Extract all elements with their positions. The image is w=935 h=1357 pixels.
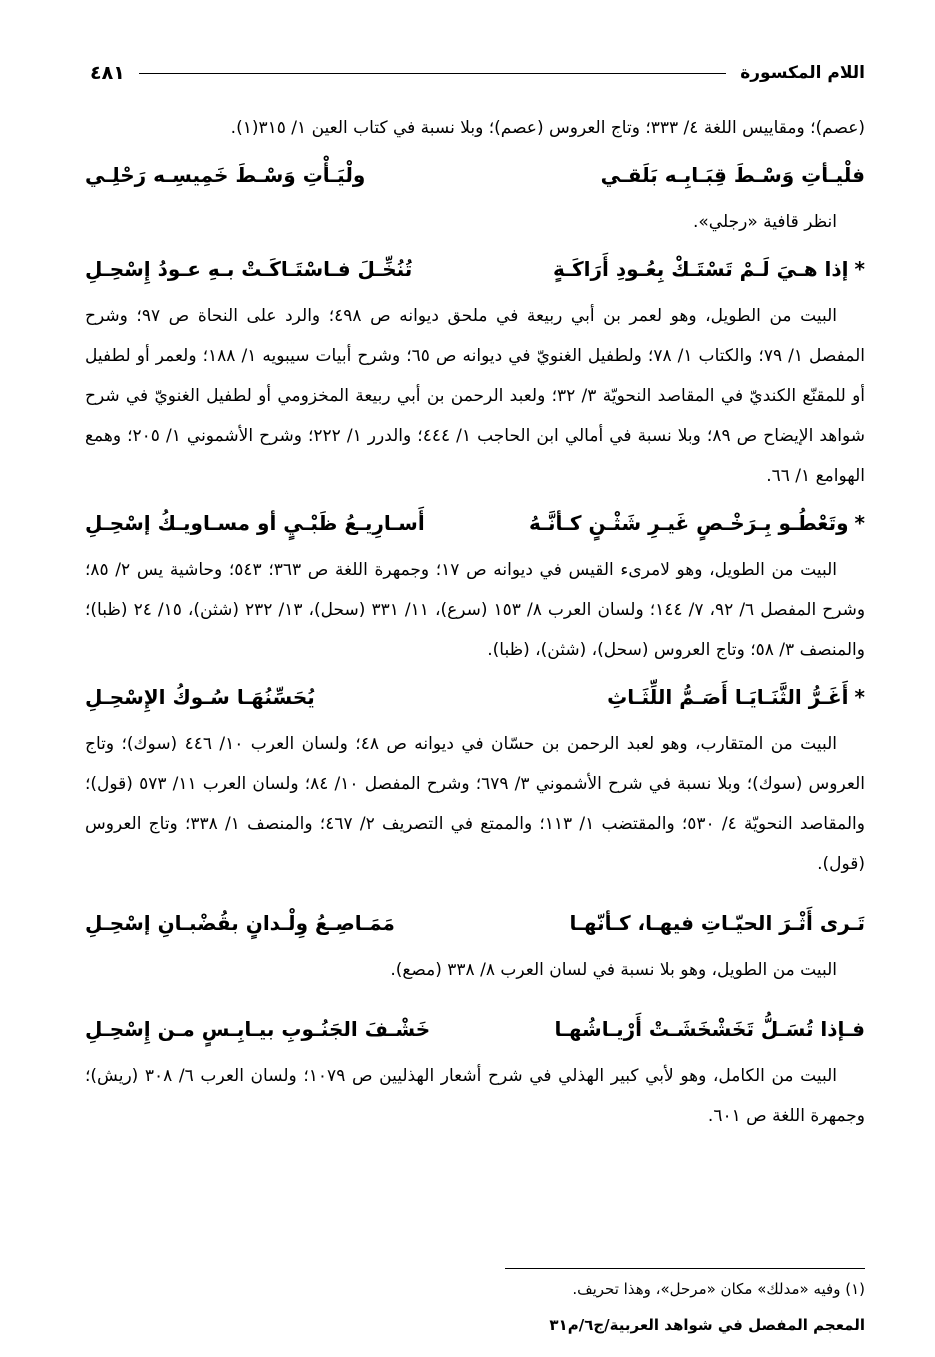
verse-second-hemistich: ولْيَـأْتِ وَسْـطَ خَمِيسِـه رَحْلِـي [85,163,366,187]
verse-line [85,900,865,946]
verse-line [85,674,865,720]
verse-first-hemistich [601,163,865,187]
paragraph: البيت من الكامل، وهو لأبي كبير الهذلي في شرح أشعار الهذليين ص ١٠٧٩؛ ولسان العرب ٦/ ٣٠٨ (ريش)؛ وجمهرة اللغة ص ٦٠١. [85,1066,865,1126]
verse-star-marker: * [854,257,865,281]
footnote: (١) وفيه «مدلك» مكان «مرحل»، وهذا تحريف. [572,1280,865,1298]
verse-first-text: فـإذا تُسَـلُّ تَخَشْخَشَـتْ أَرْيـاشُهـا [554,1017,865,1041]
verse-second-hemistich: مَمَـاصِـعُ وِلْـدانٍ بقُضْبـانِ إسْحِـلِ [85,911,395,935]
footnote-rule [505,1268,865,1269]
verse-second-hemistich: أَسـارِيـعُ ظَبْـيٍ أو مسـاويـكُ إسْحِـلِ [85,511,425,535]
verse-first-text: تَـرى أَثْـرَ الحيّـاتِ فيهـا، كـأنّهـا [569,911,865,935]
verse-line [85,500,865,546]
verse-star-marker: * [854,685,865,709]
paragraph: (عصم)؛ ومقاييس اللغة ٤/ ٣٣٣؛ وتاج العروس (عصم)؛ وبلا نسبة في كتاب العين ١/ ٣١٥(١). [230,118,865,138]
page-header [90,58,865,88]
verse-second-hemistich: خَشْـفَ الجَنُـوبِ بيـابِـسٍ مـن إِسْحِـلِ [85,1017,431,1041]
paragraph: البيت من الطويل، وهو لامرىء القيس في ديوانه ص ١٧؛ وجمهرة اللغة ص ٣٦٣؛ ٥٤٣؛ وحاشية يس ٢/ ٨٥؛ وشرح المفصل ٦/ ٩٢، ٧/ ١٤٤؛ ولسان العرب ٨/ ١٥٣ (سرع)، ١١/ ٣٣١ (سحل)، ١٣/ ٢٣٢ (شثن)، ١٥/ ٢٤ (ظبا)؛ والمنصف ٣/ ٥٨؛ وتاج العروس (سحل)، (شثن)، (ظبا). [85,560,866,660]
verse-second-hemistich: يُحَسِّنُهَـا سُـوكُ الإِسْحِـلِ [85,685,315,709]
paragraph: البيت من الطويل، وهو بلا نسبة في لسان العرب ٨/ ٣٣٨ (مصع). [390,960,837,980]
page-content [85,108,865,1136]
page-number: ٤٨١ [90,62,125,84]
verse-star-marker: * [854,511,865,535]
verse-line [85,1006,865,1052]
verse-first-hemistich [570,911,865,935]
verse-first-text: إذا هـيَ لَـمْ تَسْتَـكْ بِعُـودِ أَرَاكَـةٍ [553,257,849,281]
verse-first-hemistich [555,1017,866,1041]
verse-first-hemistich [529,511,865,535]
paragraph: انظر قافية «رجلي». [693,212,837,232]
verse-first-text: فلْيـأتِ وَسْـطَ قِبَـابِـه بَلَقـي [600,163,865,187]
chapter-title: اللام المكسورة [740,63,865,83]
verse-first-hemistich [553,257,865,281]
verse-line [85,246,865,292]
verse-second-hemistich: تُنُخِّـلَ فـاسْتَـاكَـتْ بـهِ عـودُ إِسْحِـلِ [85,257,413,281]
verse-first-text: وتَعْطُـو بِـرَخْـصٍ غَيـرِ شَثْـنٍ كـأنَّـهُ [529,511,849,535]
header-rule [139,73,726,74]
page-footer: المعجم المفصل في شواهد العربية/ج٦/م٣١ [549,1316,865,1334]
verse-first-text: أَغَـرُّ الثَّنَـايَـا أَصَـمُّ اللِّثَـاثِ [607,685,849,709]
paragraph: البيت من المتقارب، وهو لعبد الرحمن بن حسّان في ديوانه ص ٤٨؛ ولسان العرب ١٠/ ٤٤٦ (سوك)؛ وتاج العروس (سوك)؛ وبلا نسبة في شرح الأشموني ٣/ ٦٧٩؛ وشرح المفصل ١٠/ ٨٤؛ ولسان العرب ١١/ ٥٧٣ (قول)؛ والمقاصد النحويّة ٤/ ٥٣٠؛ والمقتضب ١/ ١١٣؛ والممتع في التصريف ٢/ ٤٦٧؛ والمنصف ١/ ٣٣٨؛ وتاج العروس (قول). [85,734,865,874]
verse-line [85,152,865,198]
verse-first-hemistich [607,685,865,709]
paragraph: البيت من الطويل، وهو لعمر بن أبي ربيعة في ملحق ديوانه ص ٤٩٨؛ والرد على النحاة ص ٩٧؛ وشرح المفصل ١/ ٧٩؛ والكتاب ١/ ٧٨؛ ولطفيل الغنويّ في ديوانه ص ٦٥؛ وشرح أبيات سيبويه ١/ ١٨٨؛ ولعمر أو لطفيل أو للمقنّع الكنديّ في المقاصد النحويّة ٣/ ٣٢؛ ولعبد الرحمن بن أبي ربيعة المخزومي أو لطفيل الغنويّ في شرح شواهد الإيضاح ص ٨٩؛ وبلا نسبة في أمالي ابن الحاجب ١/ ٤٤٤؛ والدرر ١/ ٢٢٢؛ وشرح الأشموني ١/ ٢٠٥؛ وهمع الهوامع ١/ ٦٦. [85,306,866,486]
